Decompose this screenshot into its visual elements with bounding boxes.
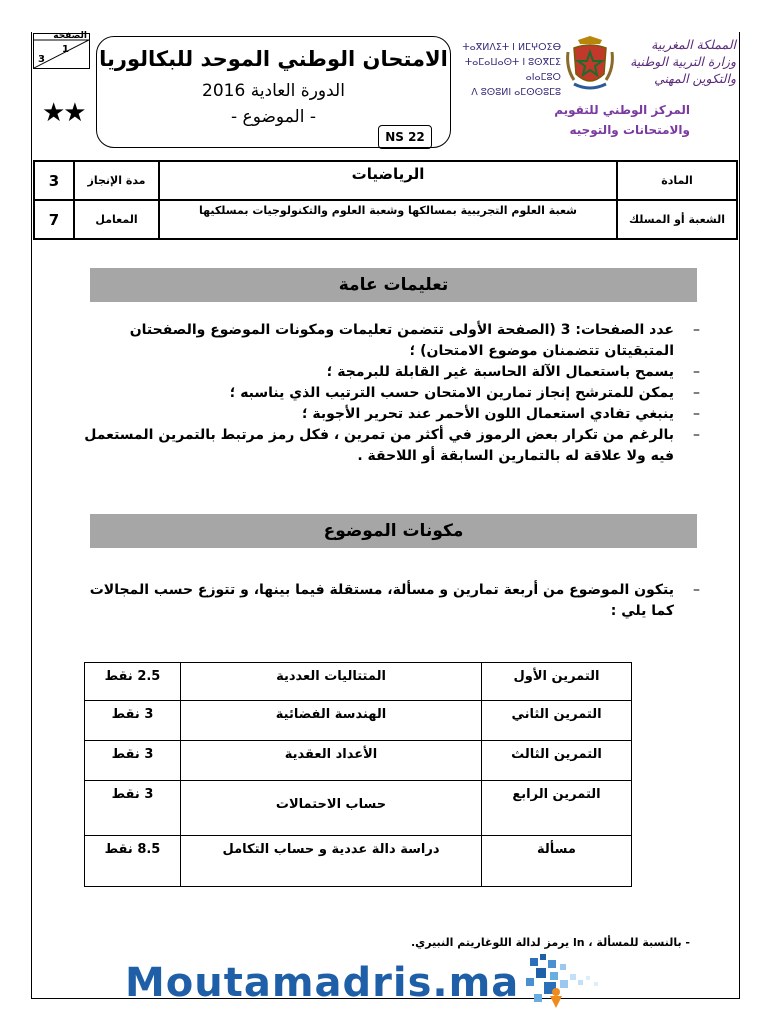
general-instructions-heading: تعليمات عامة bbox=[90, 268, 697, 302]
ministry-name bbox=[618, 36, 736, 87]
exercise-name: التمرين الثالث bbox=[482, 741, 632, 781]
ln-note: - بالنسبة للمسألة ، ln يرمز لدالة اللوغاريتم النبيري. bbox=[410, 936, 690, 949]
tifinagh-line: ⵜⴰⴳⵍⴷⵉⵜ ⵏ ⵍⵎⵖⵔⵉⴱ bbox=[462, 42, 561, 53]
exam-title: الامتحان الوطني الموحد للبكالوريا bbox=[99, 47, 448, 71]
logo-pixel-graphic-icon bbox=[500, 950, 630, 1020]
subject-value: الرياضيات bbox=[159, 161, 617, 200]
subject-label: المادة bbox=[617, 161, 737, 200]
instruction-item: – يسمح باستعمال الآلة الحاسبة غير القابلة للبرمجة ؛ bbox=[326, 364, 700, 380]
components-intro bbox=[80, 580, 700, 622]
duration-value: 3 bbox=[34, 161, 74, 200]
components-heading: مكونات الموضوع bbox=[90, 514, 697, 548]
ministry-line: وزارة التربية الوطنية bbox=[630, 54, 736, 69]
duration-label: مدة الإنجاز bbox=[74, 161, 159, 200]
exercise-topic: الأعداد العقدية bbox=[181, 741, 482, 781]
evaluation-center-name bbox=[500, 100, 690, 140]
exam-title-box bbox=[96, 36, 451, 148]
exercise-topic: حساب الاحتمالات bbox=[181, 781, 482, 836]
page-number-box bbox=[33, 33, 90, 69]
coat-of-arms-icon bbox=[564, 34, 616, 94]
table-row bbox=[85, 781, 632, 836]
exercise-points: 3 نقط bbox=[85, 741, 181, 781]
tifinagh-line: ⴷ ⵓⵙⵓⵍⵏ ⴰⵎⵙⵙⵓⵎⵓ bbox=[471, 87, 561, 98]
table-row bbox=[85, 836, 632, 887]
exam-subject-label: - الموضوع - bbox=[231, 107, 316, 127]
ministry-line: المملكة المغربية bbox=[651, 37, 736, 52]
table-row bbox=[85, 663, 632, 701]
instruction-item: – بالرغم من تكرار بعض الرموز في أكثر من تمرين ، فكل رمز مرتبط بالتمرين المستعمل فيه ولا علاقة له بالتمارين السابقة أو اللاحقة . bbox=[84, 427, 700, 464]
table-row bbox=[85, 701, 632, 741]
instruction-item: – عدد الصفحات: 3 (الصفحة الأولى تتضمن تعليمات ومكونات الموضوع والصفحتان المتبقيتان تتضمنان موضوع الامتحان) ؛ bbox=[129, 322, 700, 359]
exercise-points: 3 نقط bbox=[85, 701, 181, 741]
exercise-points: 3 نقط bbox=[85, 781, 181, 836]
ministry-line: والتكوين المهني bbox=[654, 71, 736, 86]
coefficient-label: المعامل bbox=[74, 200, 159, 239]
exam-info-grid bbox=[33, 160, 738, 240]
exercise-topic: دراسة دالة عددية و حساب التكامل bbox=[181, 836, 482, 887]
site-logo: Moutamadris.ma bbox=[125, 960, 520, 1006]
exercise-name: التمرين الثاني bbox=[482, 701, 632, 741]
instruction-item: – يمكن للمترشح إنجاز تمارين الامتحان حسب الترتيب الذي يناسبه ؛ bbox=[229, 385, 700, 401]
coefficient-value: 7 bbox=[34, 200, 74, 239]
exam-session: الدورة العادية 2016 bbox=[202, 81, 345, 101]
components-intro-item: – يتكون الموضوع من أربعة تمارين و مسألة، مستقلة فيما بينها، و تتوزع حسب المجالات كما يلي : bbox=[89, 582, 700, 619]
difficulty-stars: ★★ bbox=[42, 98, 85, 128]
exercise-name: مسألة bbox=[482, 836, 632, 887]
general-instructions-list bbox=[80, 320, 700, 467]
exam-code: NS 22 bbox=[378, 125, 432, 149]
page-number: 1 bbox=[62, 44, 69, 55]
page-total: 3 bbox=[38, 54, 45, 65]
page-label: الصفحة bbox=[53, 31, 87, 41]
exercise-topic: الهندسة الفضائية bbox=[181, 701, 482, 741]
exercise-points: 2.5 نقط bbox=[85, 663, 181, 701]
branch-value: شعبة العلوم التجريبية بمسالكها وشعبة العلوم والتكنولوجيات بمسلكيها bbox=[159, 200, 617, 239]
tifinagh-line: ⵜⴰⵎⴰⵡⴰⵙⵜ ⵏ ⵓⵙⴳⵎⵉ ⴰⵏⴰⵎⵓⵔ bbox=[464, 57, 561, 83]
center-line: المركز الوطني للتقويم bbox=[554, 103, 690, 117]
exercise-name: التمرين الرابع bbox=[482, 781, 632, 836]
exercise-topic: المتتاليات العددية bbox=[181, 663, 482, 701]
instruction-item: – ينبغي تفادي استعمال اللون الأحمر عند تحرير الأجوبة ؛ bbox=[301, 406, 700, 422]
center-line: والامتحانات والتوجيه bbox=[569, 123, 690, 137]
branch-label: الشعبة أو المسلك bbox=[617, 200, 737, 239]
exercise-points: 8.5 نقط bbox=[85, 836, 181, 887]
exercise-name: التمرين الأول bbox=[482, 663, 632, 701]
tifinagh-ministry-name bbox=[456, 40, 561, 100]
exercise-table bbox=[84, 662, 632, 887]
table-row bbox=[85, 741, 632, 781]
